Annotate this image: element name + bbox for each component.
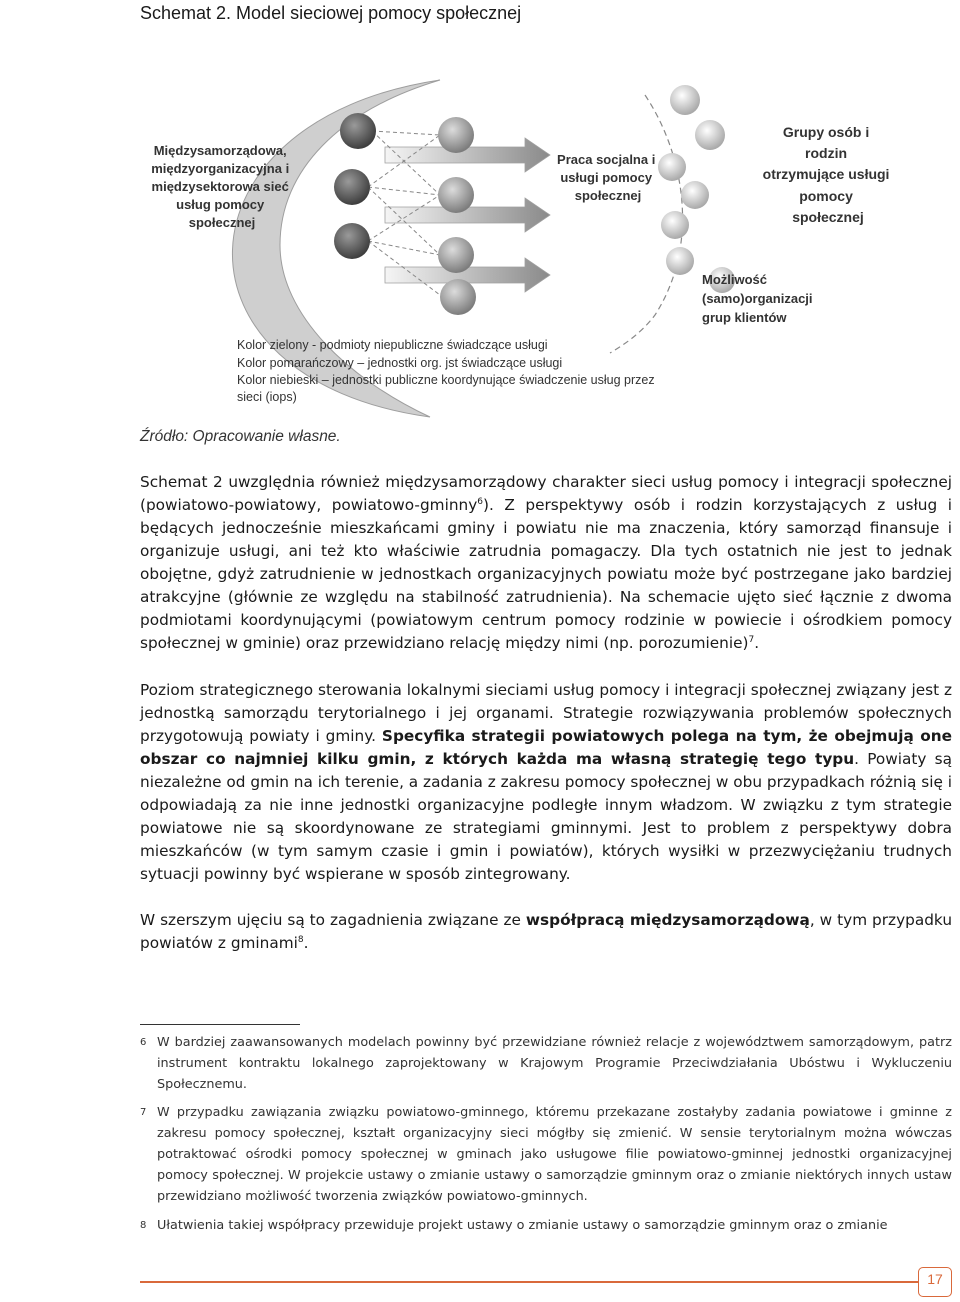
figure-title: Schemat 2. Model sieciowej pomocy społecznej (140, 3, 522, 23)
footnote-divider (140, 1024, 300, 1025)
circle-light (670, 85, 700, 115)
paragraph-2: Poziom strategicznego sterowania lokalnymi sieciami usług pomocy i integracji społecznej związany jest z jednostką samorządu terytorialnego i jej organami. Strategie rozwiązywania problemów społecznych przygotowują powiaty i gminy. Specyfika strategii powiatowych polega na tym, że obejmują one obszar co najmniej kilku gmin, z których każda ma własną strategię tego typu. Powiaty są niezależne od gmin na ich terenie, a zadania z zakresu pomocy społecznej w obu przypadkach różnią się i odpowiadają za nie inne jednostki organizacyjne podległe innym władzom. W związku z tym strategie powiatowe nie są skoordynowane ze strategiami gminnymi. Jest to problem z perspektywy dobra mieszkańców (w tym samym czasie i gmin i powiatów), których wysiłki w przezwyciężaniu trudnych sytuacji powinny być wspierane w sposób zintegrowany. (140, 681, 952, 883)
circle-light (658, 153, 686, 181)
color-legend: Kolor zielony - podmioty niepubliczne świadczące usługi Kolor pomarańczowy – jednostki org. jst świadczące usługi Kolor niebieski – jednostki publiczne koordynujące świadczenie usług przez sieci (iops) (237, 338, 655, 404)
circle-light (666, 247, 694, 275)
social-work-label: Praca socjalna i usługi pomocy społecznej (557, 152, 656, 203)
page-number: 17 (927, 1271, 943, 1287)
arrows (385, 138, 550, 292)
page-footer-line (140, 1281, 918, 1283)
circle-dark (334, 169, 370, 205)
source-note: Źródło: Opracowanie własne. (140, 428, 341, 445)
footnote-7: 7 W przypadku zawiązania związku powiatowo-gminnego, któremu przekazane zostałyby zadania powiatowe i gminne z zakresu pomocy społecznej, kształt organizacyjny sieci mógłby się zmienić. W sensie terytorialnym można wówczas potraktować ośrodki pomocy społecznej w gminach jako usługowe filie powiatowo-gminnej jednostki organizacyjnej pomocy społecznej. W projekcie ustawy o zmianie ustawy o samorządzie gminnym oraz o zmianie niektórych innych ustaw przewidziano możliwość tworzenia związków powiatowo-gminnych. (140, 1105, 952, 1204)
footnote-8: 8 Ułatwienia takiej współpracy przewiduje projekt ustawy o zmianie ustawy o samorządzie gminnym oraz o zmianie (140, 1218, 888, 1233)
self-organization-label: Możliwość (samo)organizacji grup klientów (702, 272, 813, 325)
circle-light (695, 120, 725, 150)
circle-mid (438, 177, 474, 213)
network-label: Międzysamorządowa, międzyorganizacyjna i międzysektorowa sieć usług pomocy społecznej (151, 143, 290, 230)
circle-dark (334, 223, 370, 259)
recipient-groups-label: Grupy osób i rodzin otrzymujące usługi pomocy społecznej (762, 124, 890, 225)
circle-mid (438, 237, 474, 273)
circle-light (661, 211, 689, 239)
circle-light (681, 181, 709, 209)
circle-mid (440, 279, 476, 315)
paragraph-3: W szerszym ujęciu są to zagadnienia związane ze współpracą międzysamorządową, w tym przypadku powiatów z gminami$^8$. (140, 911, 953, 952)
network-diagram (140, 75, 890, 415)
circle-mid (438, 117, 474, 153)
paragraph-1: Schemat 2 uwzględnia również międzysamorządowy charakter sieci usług pomocy i integracji społecznej (powiatowo-powiatowy, powiatowo-gminny$^6$). Z perspektywy osób i rodzin korzystających z usług i będących jednocześnie mieszkańcami gminy i powiatu nie ma znaczenia, który samorząd finansuje i organizuje usługi, ani też kto właściwie zatrudnia pomagaczy. Dla tych ostatnich nie jest to jednak obojętne, gdyż zatrudnienie w jednostkach organizacyjnych powiatu może być postrzegane jako bardziej atrakcyjne (głównie ze względu na stabilność zatrudnienia). Na schemacie ujęto sieć łącznie z dwoma podmiotami koordynującymi (powiatowym centrum pomocy rodzinie w powiecie i ośrodkiem pomocy społecznej w gminie) oraz przewidziano relację między nimi (np. porozumienie)$^7$. (140, 473, 952, 652)
circle-dark (340, 113, 376, 149)
footnote-6: 6 W bardziej zaawansowanych modelach powinny być przewidziane również relacje z województwem samorządowym, patrz instrument kontraktu lokalnego zaprojektowany w Krajowym Programie Przeciwdziałania Ubóstwu i Wykluczeniu Społecznemu. (140, 1035, 952, 1092)
